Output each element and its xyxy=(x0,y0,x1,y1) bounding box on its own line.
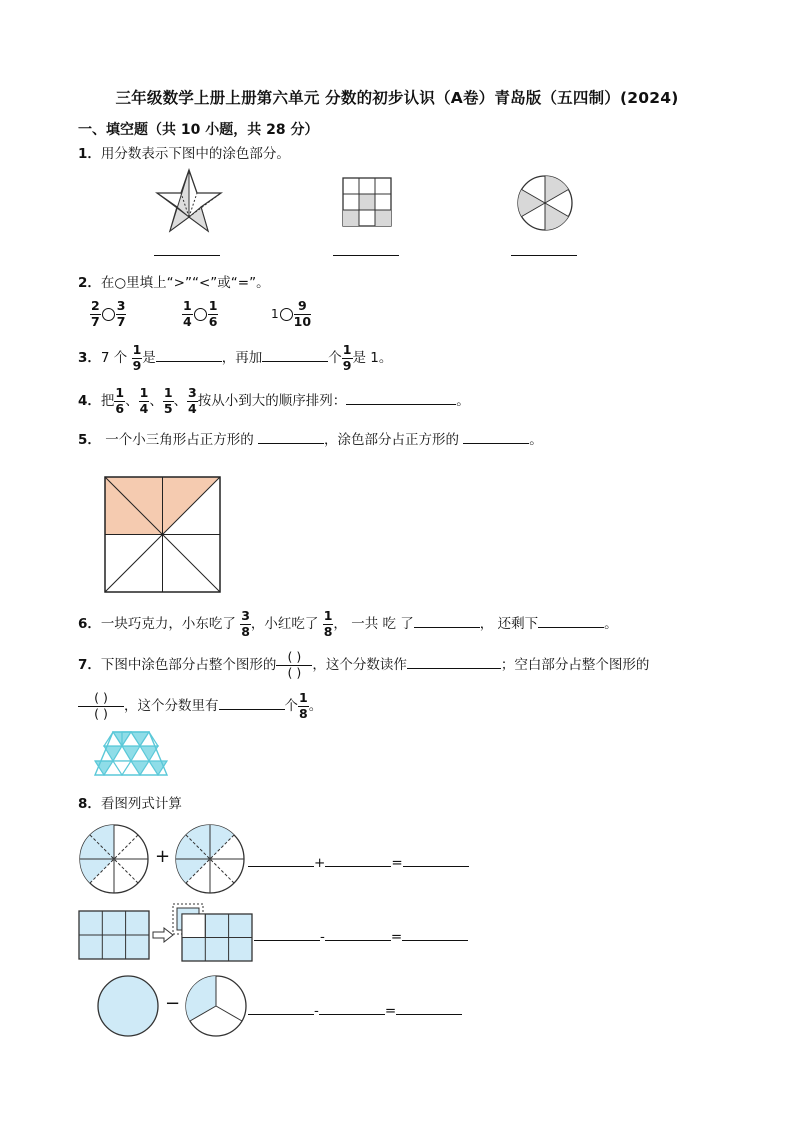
trapezoid-triangles-figure xyxy=(94,731,170,777)
answer-blank[interactable] xyxy=(156,347,222,362)
answer-blank[interactable] xyxy=(154,255,220,256)
grid-six-left xyxy=(78,910,150,960)
equation-row-2: - = xyxy=(254,926,468,947)
equation-row-1: + = xyxy=(248,852,469,873)
compare-circle[interactable] xyxy=(194,308,207,321)
answer-blank[interactable] xyxy=(463,429,529,444)
question-8: 8．看图列式计算 xyxy=(78,796,182,812)
star-figure xyxy=(155,168,223,234)
grid-removed-square xyxy=(172,903,256,963)
answer-blank[interactable] xyxy=(319,1000,385,1015)
answer-blank[interactable] xyxy=(248,1000,314,1015)
answer-blank[interactable] xyxy=(325,926,391,941)
answer-blank[interactable] xyxy=(402,926,468,941)
plus-sign: + xyxy=(155,846,171,867)
compare-item: 1 $\frac{9}{10}$ xyxy=(271,298,312,329)
grid-figure xyxy=(342,177,392,227)
question-6: 6．一块巧克力，小东吃了 $\frac{3}{8}$ ，小红吃了 $\frac{1}{8}$ ， 一共 吃 了 ， 还剩下 。 xyxy=(78,608,618,639)
question-3: 3．7 个 $\frac{1}{9}$ 是 ，再加 个 $\frac{1}{9}$ 是 1。 xyxy=(78,342,393,373)
question-7: 7．下图中涂色部分占整个图形的 $\frac{( )}{( )}$ ，这个分数读作 ；空白部分占整个图形的 xyxy=(78,649,650,680)
question-7-cont: $\frac{( )}{( )}$ ，这个分数里有 个 $\frac{1}{8}$ 。 xyxy=(78,692,322,720)
answer-blank[interactable] xyxy=(333,255,399,256)
circle-figure xyxy=(516,174,574,232)
compare-item: $\frac{1}{4}$ $\frac{1}{6}$ xyxy=(183,298,218,329)
section-heading: 一、填空题（共 10 小题，共 28 分） xyxy=(78,122,319,138)
answer-blank[interactable] xyxy=(248,852,314,867)
equation-row-3: - = xyxy=(248,1000,462,1021)
answer-blank[interactable] xyxy=(325,852,391,867)
answer-blank[interactable] xyxy=(254,926,320,941)
minus-sign: − xyxy=(165,993,181,1014)
answer-blank[interactable] xyxy=(511,255,577,256)
answer-blank[interactable] xyxy=(403,852,469,867)
question-1: 1．用分数表示下图中的涂色部分。 xyxy=(78,146,290,162)
compare-circle[interactable] xyxy=(102,308,115,321)
circle-eighths-left xyxy=(78,823,150,895)
compare-circle[interactable] xyxy=(280,308,293,321)
answer-blank[interactable] xyxy=(538,613,604,628)
question-4: 4．把 $\frac{1}{6}$ 、 $\frac{1}{4}$ 、 $\frac{1}{5}$ 、 $\frac{3}{4}$ 按从小到大的顺序排列： 。 xyxy=(78,385,470,416)
compare-item: $\frac{2}{7}$ $\frac{3}{7}$ xyxy=(91,298,126,329)
arrow-icon xyxy=(152,927,174,943)
answer-blank[interactable] xyxy=(262,347,328,362)
whole-circle xyxy=(96,974,160,1038)
answer-blank[interactable] xyxy=(258,429,324,444)
answer-blank[interactable] xyxy=(346,390,456,405)
question-5: 5． 一个小三角形占正方形的 ，涂色部分占正方形的 。 xyxy=(78,429,543,450)
page-title: 三年级数学上册上册第六单元 分数的初步认识（A卷）青岛版（五四制）(2024) xyxy=(115,89,679,107)
answer-blank[interactable] xyxy=(219,695,285,710)
square-triangles-figure xyxy=(104,476,221,593)
answer-blank[interactable] xyxy=(407,654,501,669)
answer-blank[interactable] xyxy=(414,613,480,628)
circle-eighths-right xyxy=(174,823,246,895)
answer-blank[interactable] xyxy=(396,1000,462,1015)
question-2: 2．在○里填上“>”“<”或“=”。 xyxy=(78,275,270,291)
circle-thirds xyxy=(184,974,248,1038)
